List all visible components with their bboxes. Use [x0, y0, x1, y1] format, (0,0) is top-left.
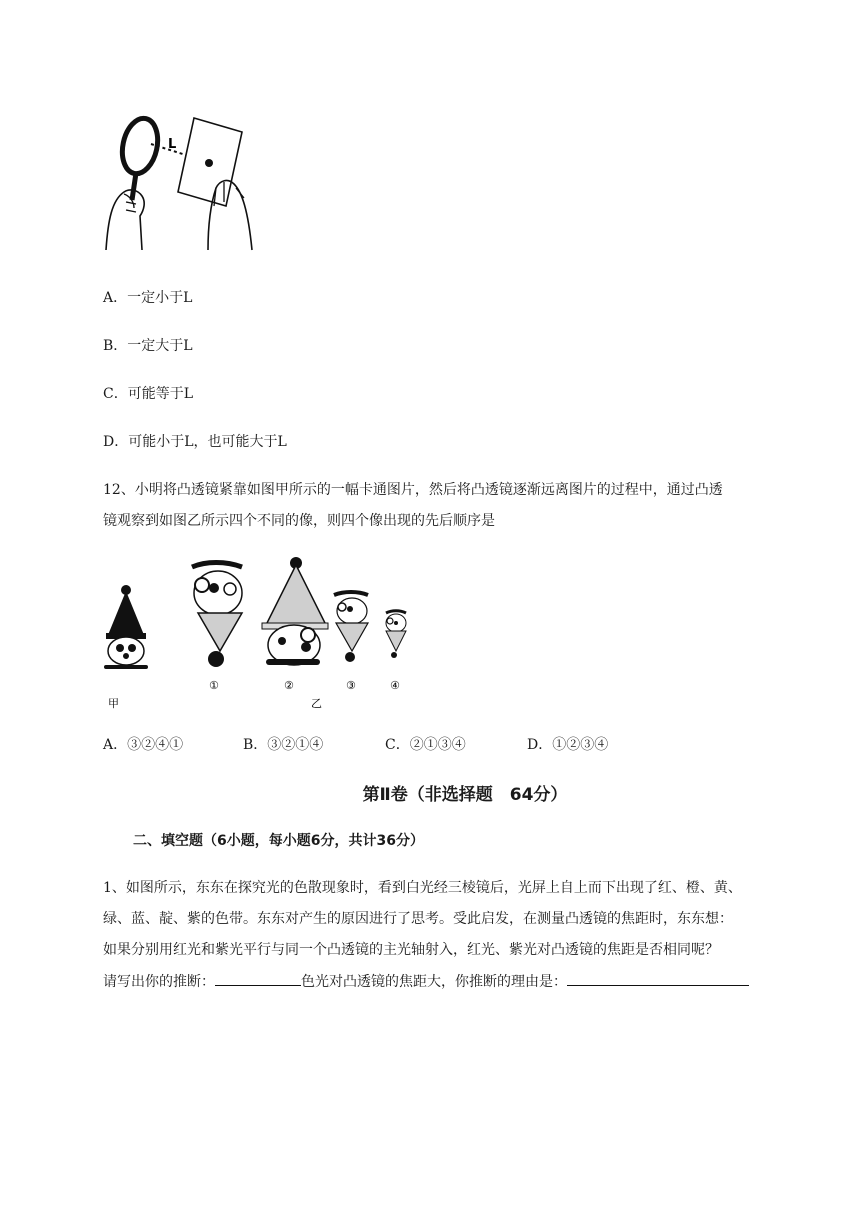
clown-image-1 [192, 563, 242, 668]
clown-image-4 [386, 611, 406, 658]
q11-option-a: A．一定小于L [103, 290, 193, 306]
label-L: L [168, 137, 177, 152]
clown-image-3 [334, 592, 368, 662]
fill-q1-line4 [103, 969, 749, 992]
fill-q1-line1: 1、如图所示，东东在探究光的色散现象时，看到白光经三棱镜后，光屏上自上而下出现了红、橙、黄、 [103, 880, 742, 896]
clown-image-2 [262, 557, 328, 665]
magnifier-figure [96, 110, 266, 260]
label-num-2: ② [284, 679, 294, 692]
q12-option-a: A．③②④① [103, 737, 184, 753]
focus-dot [205, 159, 213, 167]
q12-text-line1: 12、小明将凸透镜紧靠如图甲所示的一幅卡通图片，然后将凸透镜逐渐远离图片的过程中，通过凸透 [103, 482, 723, 498]
fill-q1-line2: 绿、蓝、靛、紫的色带。东东对产生的原因进行了思考。受此启发，在测量凸透镜的焦距时，东东想： [103, 911, 733, 927]
q12-option-c: C．②①③④ [385, 737, 466, 753]
fill-q1-reason-prompt: 色光对凸透镜的焦距大，你推断的理由是： [301, 974, 567, 990]
label-num-4: ④ [390, 679, 400, 692]
q11-option-b: B．一定大于L [103, 338, 193, 354]
q12-text-line2: 镜观察到如图乙所示四个不同的像，则四个像出现的先后顺序是 [103, 513, 495, 529]
label-yi: 乙 [311, 697, 322, 710]
answer-blank-2[interactable] [567, 969, 749, 986]
fill-q1-prompt: 请写出你的推断： [103, 974, 215, 990]
label-num-3: ③ [346, 679, 356, 692]
lens-ring [118, 115, 163, 177]
answer-blank-1[interactable] [215, 969, 301, 986]
fill-q1-line3: 如果分别用红光和紫光平行与同一个凸透镜的主光轴射入，红光、紫光对凸透镜的焦距是否相同呢？ [103, 942, 719, 958]
q12-option-d: D．①②③④ [527, 737, 609, 753]
fill-blank-heading: 二、填空题（6小题，每小题6分，共计36分） [133, 833, 424, 849]
q11-option-c: C．可能等于L [103, 386, 194, 402]
lens-handle [132, 173, 136, 200]
q12-option-b: B．③②①④ [243, 737, 324, 753]
label-jia: 甲 [108, 697, 119, 710]
q11-option-d: D．可能小于L，也可能大于L [103, 434, 287, 450]
clown-jia [104, 585, 148, 669]
clown-figure [96, 555, 426, 715]
left-hand [106, 190, 144, 250]
section-2-title: 第Ⅱ卷（非选择题 64分） [362, 785, 568, 805]
label-num-1: ① [209, 679, 219, 692]
